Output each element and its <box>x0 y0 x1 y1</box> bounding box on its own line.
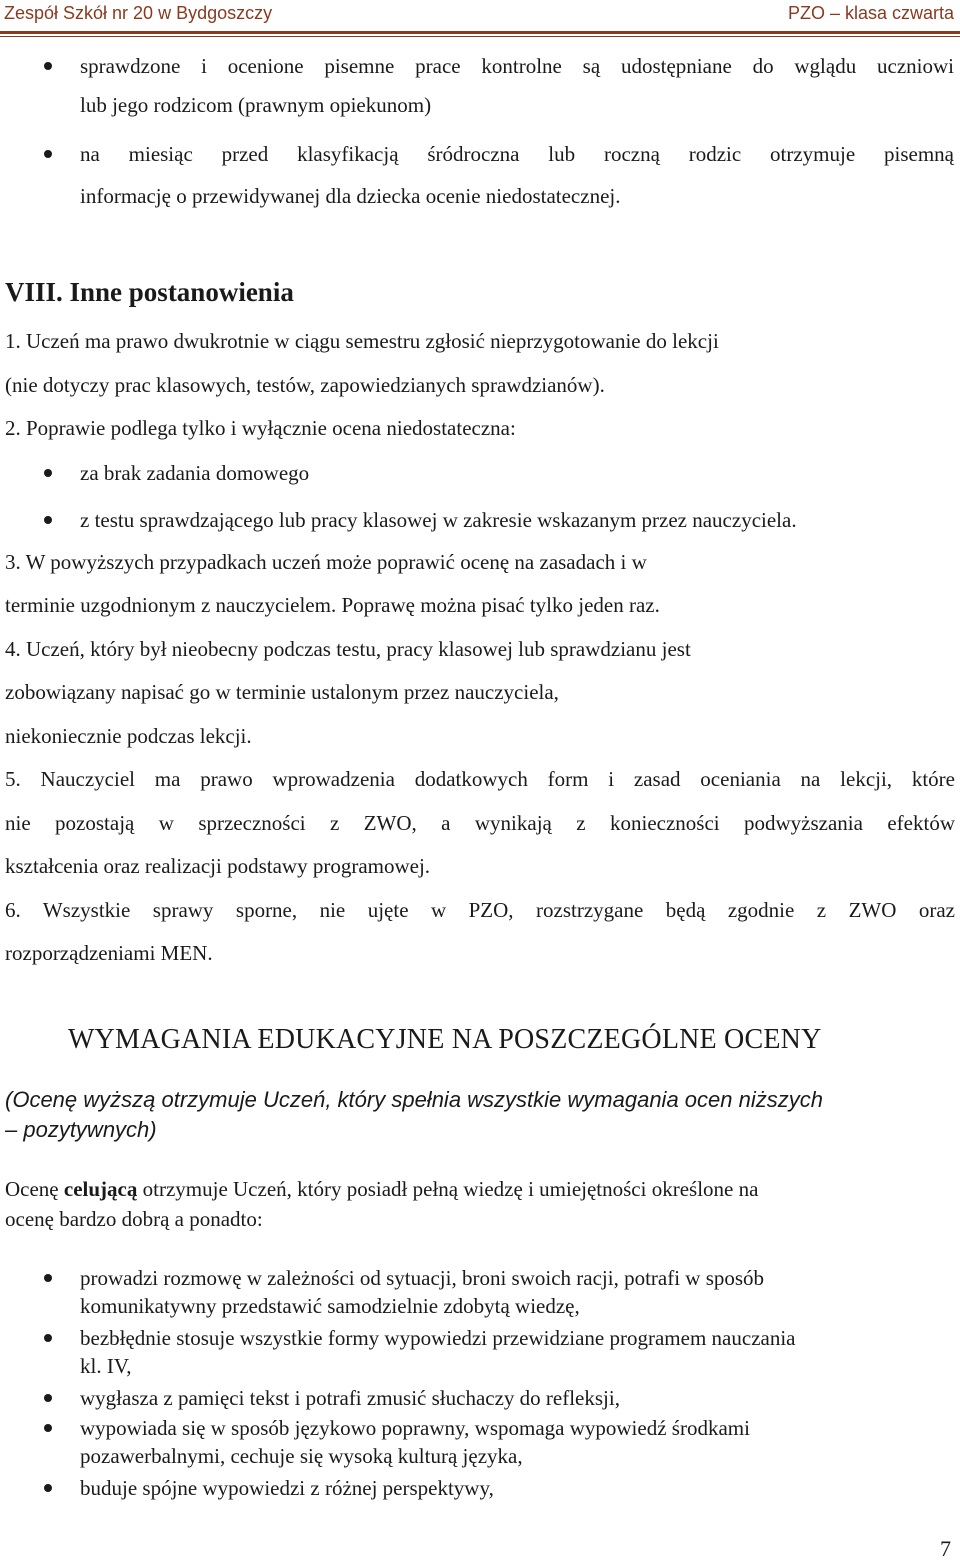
paragraph-line: 2. Poprawie podlega tylko i wyłącznie ocena niedostateczna: <box>5 416 516 440</box>
paragraph-line: 5. Nauczyciel ma prawo wprowadzenia dodatkowych form i zasad oceniania na lekcji, które <box>5 767 955 791</box>
list-item-line: informację o przewidywanej dla dziecka ocenie niedostatecznej. <box>80 184 621 208</box>
list-item-line: sprawdzone i ocenione pisemne prace kontrolne są udostępniane do wglądu uczniowi <box>80 54 954 78</box>
requirements-note: – pozytywnych) <box>5 1117 157 1142</box>
bullet-icon <box>44 1334 52 1342</box>
paragraph-line: 6. Wszystkie sprawy sporne, nie ujęte w PZO, rozstrzygane będą zgodnie z ZWO oraz <box>5 898 955 922</box>
school-name: Zespół Szkół nr 20 w Bydgoszczy <box>4 3 273 23</box>
bullet-icon <box>44 516 52 524</box>
paragraph-line: zobowiązany napisać go w terminie ustalonym przez nauczyciela, <box>5 680 559 704</box>
header-divider-thin <box>0 36 960 37</box>
list-item-line: buduje spójne wypowiedzi z różnej perspektywy, <box>80 1476 494 1500</box>
document-title: PZO – klasa czwarta <box>787 3 954 23</box>
paragraph-line: terminie uzgodnionym z nauczycielem. Poprawę można pisać tylko jeden raz. <box>5 593 660 617</box>
intro-line: ocenę bardzo dobrą a ponadto: <box>5 1207 263 1231</box>
bullet-icon <box>44 62 52 70</box>
list-item-line: kl. IV, <box>80 1354 132 1378</box>
list-item-line: wypowiada się w sposób językowo poprawny, wspomaga wypowiedź środkami <box>80 1416 750 1440</box>
section-heading: VIII. Inne postanowienia <box>5 277 294 307</box>
list-item-line: bezbłędnie stosuje wszystkie formy wypowiedzi przewidziane programem nauczania <box>80 1326 796 1350</box>
paragraph-line: nie pozostają w sprzeczności z ZWO, a wynikają z konieczności podwyższania efektów <box>5 811 955 835</box>
intro-rest: otrzymuje Uczeń, który posiadł pełną wiedzę i umiejętności określone na <box>137 1177 759 1201</box>
list-item-line: na miesiąc przed klasyfikacją śródroczna lub roczną rodzic otrzymuje pisemną <box>80 142 954 166</box>
bullet-icon <box>44 150 52 158</box>
list-item-line: komunikatywny przedstawić samodzielnie zdobytą wiedzę, <box>80 1294 580 1318</box>
page-header <box>0 0 960 34</box>
paragraph-line: 3. W powyższych przypadkach uczeń może poprawić ocenę na zasadach i w <box>5 550 647 574</box>
requirements-heading: WYMAGANIA EDUKACYJNE NA POSZCZEGÓLNE OCENY <box>68 1024 822 1055</box>
bullet-icon <box>44 1394 52 1402</box>
bullet-icon <box>44 1274 52 1282</box>
paragraph-line: (nie dotyczy prac klasowych, testów, zapowiedzianych sprawdzianów). <box>5 373 605 397</box>
intro-line <box>5 1174 758 1204</box>
paragraph-line: niekoniecznie podczas lekcji. <box>5 724 252 748</box>
requirements-note: (Ocenę wyższą otrzymuje Uczeń, który spełnia wszystkie wymagania ocen niższych <box>5 1087 823 1112</box>
list-item-line: wygłasza z pamięci tekst i potrafi zmusić słuchaczy do refleksji, <box>80 1386 620 1410</box>
page-number: 7 <box>940 1536 951 1561</box>
paragraph-line: 4. Uczeń, który był nieobecny podczas testu, pracy klasowej lub sprawdzianu jest <box>5 637 691 661</box>
grade-name: celującą <box>63 1177 138 1201</box>
paragraph-line: rozporządzeniami MEN. <box>5 941 213 965</box>
bullet-icon <box>44 1424 52 1432</box>
list-item-line: lub jego rodzicom (prawnym opiekunom) <box>80 93 432 117</box>
intro-prefix: Ocenę <box>5 1177 64 1201</box>
list-item-line: pozawerbalnymi, cechuje się wysoką kulturą języka, <box>80 1444 523 1468</box>
list-item-line: za brak zadania domowego <box>80 461 310 485</box>
bullet-icon <box>44 1484 52 1492</box>
paragraph-line: kształcenia oraz realizacji podstawy programowej. <box>5 854 431 878</box>
list-item-line: z testu sprawdzającego lub pracy klasowej w zakresie wskazanym przez nauczyciela. <box>80 508 797 532</box>
header-divider <box>0 31 960 34</box>
bullet-icon <box>44 469 52 477</box>
list-item-line: prowadzi rozmowę w zależności od sytuacji, broni swoich racji, potrafi w sposób <box>80 1266 765 1290</box>
paragraph-line: 1. Uczeń ma prawo dwukrotnie w ciągu semestru zgłosić nieprzygotowanie do lekcji <box>5 329 719 353</box>
